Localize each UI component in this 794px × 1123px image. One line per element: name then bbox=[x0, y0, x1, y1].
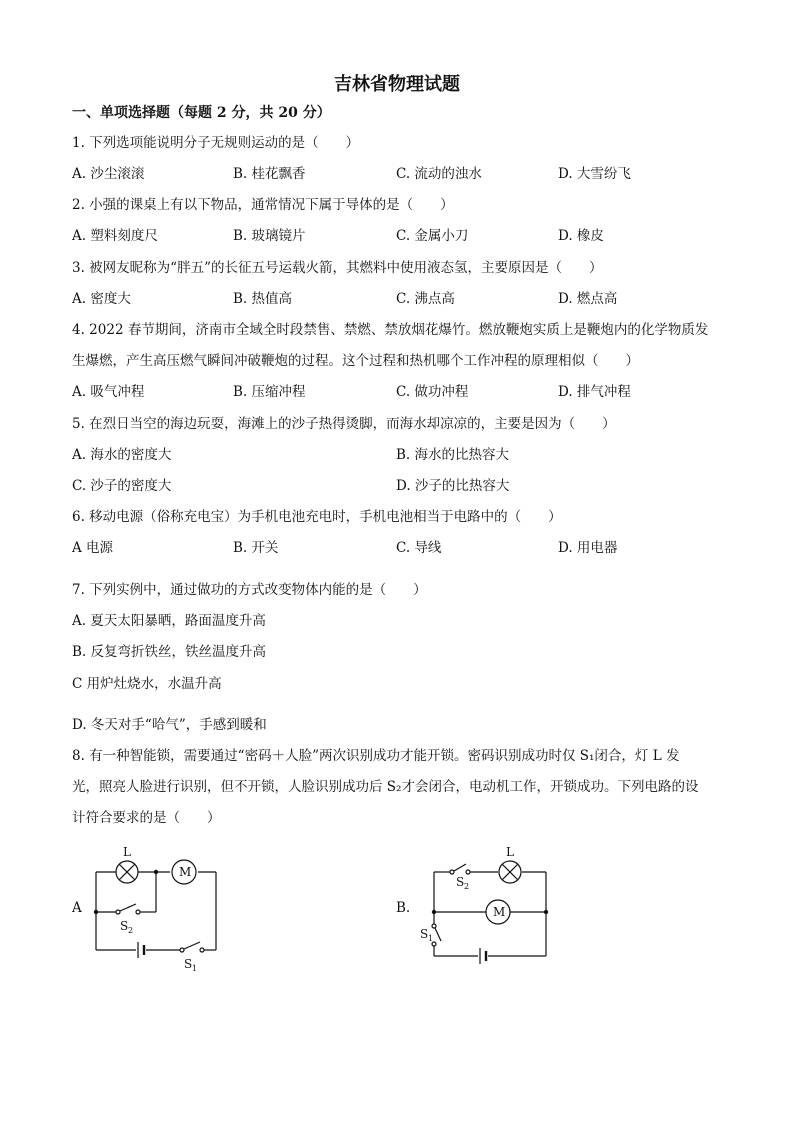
question-8-stem-line-3: 计符合要求的是（ ） bbox=[72, 810, 221, 826]
question-6-stem: 6. 移动电源（俗称充电宝）为手机电池充电时，手机电池相当于电路中的（ ） bbox=[72, 509, 562, 525]
q1-option-b[interactable]: B. 桂花飘香 bbox=[233, 166, 306, 182]
question-1-stem: 1. 下列选项能说明分子无规则运动的是（ ） bbox=[72, 135, 360, 151]
q6-option-a[interactable]: A 电源 bbox=[72, 540, 114, 556]
section-heading: 一、单项选择题（每题 2 分，共 20 分） bbox=[72, 105, 331, 121]
svg-text:2: 2 bbox=[464, 882, 470, 891]
q5-option-c[interactable]: C. 沙子的密度大 bbox=[72, 478, 172, 494]
q2-option-a[interactable]: A. 塑料刻度尺 bbox=[72, 228, 158, 244]
svg-text:M: M bbox=[493, 905, 506, 919]
q3-option-c[interactable]: C. 沸点高 bbox=[396, 291, 455, 307]
q1-option-d[interactable]: D. 大雪纷飞 bbox=[558, 166, 631, 182]
question-3-stem: 3. 被网友昵称为“胖五”的长征五号运载火箭，其燃料中使用液态氢，主要原因是（ ） bbox=[72, 260, 603, 276]
q4-option-c[interactable]: C. 做功冲程 bbox=[396, 384, 469, 400]
q8-option-b[interactable]: B. bbox=[396, 900, 411, 916]
svg-text:S: S bbox=[456, 875, 465, 889]
question-4-stem-line-1: 4. 2022 春节期间，济南市全域全时段禁售、禁燃、禁放烟花爆竹。燃放鞭炮实质上是鞭炮内的化学物质发 bbox=[72, 322, 709, 338]
circuit-diagram-b bbox=[420, 838, 566, 968]
svg-text:S: S bbox=[420, 927, 429, 941]
q3-option-b[interactable]: B. 热值高 bbox=[233, 291, 293, 307]
q1-option-a[interactable]: A. 沙尘滚滚 bbox=[72, 166, 145, 182]
q2-option-d[interactable]: D. 橡皮 bbox=[558, 228, 604, 244]
q6-option-d[interactable]: D. 用电器 bbox=[558, 540, 618, 556]
question-8-stem-line-1: 8. 有一种智能锁，需要通过“密码＋人脸”两次识别成功才能开锁。密码识别成功时仅 S₁闭合，灯 L 发 bbox=[72, 748, 680, 764]
svg-text:1: 1 bbox=[428, 934, 434, 943]
q6-option-c[interactable]: C. 导线 bbox=[396, 540, 442, 556]
q7-option-c[interactable]: C 用炉灶烧水，水温升高 bbox=[72, 676, 222, 692]
svg-text:2: 2 bbox=[128, 926, 134, 935]
q7-option-d[interactable]: D. 冬天对手“哈气”，手感到暖和 bbox=[72, 717, 267, 733]
lamp-symbol bbox=[116, 861, 138, 883]
q4-option-d[interactable]: D. 排气冲程 bbox=[558, 384, 631, 400]
q6-option-b[interactable]: B. 开关 bbox=[233, 540, 279, 556]
q4-option-a[interactable]: A. 吸气冲程 bbox=[72, 384, 145, 400]
q5-option-b[interactable]: B. 海水的比热容大 bbox=[396, 447, 510, 463]
circuit-diagram-a bbox=[88, 842, 228, 972]
q8-option-a[interactable]: A bbox=[72, 900, 82, 916]
q7-option-b[interactable]: B. 反复弯折铁丝，铁丝温度升高 bbox=[72, 644, 267, 660]
q2-option-b[interactable]: B. 玻璃镜片 bbox=[233, 228, 306, 244]
q5-option-a[interactable]: A. 海水的密度大 bbox=[72, 447, 172, 463]
q5-option-d[interactable]: D. 沙子的比热容大 bbox=[396, 478, 510, 494]
svg-text:L: L bbox=[506, 845, 514, 859]
motor-label: M bbox=[179, 865, 192, 879]
question-2-stem: 2. 小强的课桌上有以下物品，通常情况下属于导体的是（ ） bbox=[72, 197, 454, 213]
q1-option-c[interactable]: C. 流动的浊水 bbox=[396, 166, 482, 182]
q4-option-b[interactable]: B. 压缩冲程 bbox=[233, 384, 306, 400]
s2-label: S bbox=[120, 919, 129, 933]
lamp-label: L bbox=[123, 845, 131, 859]
page-title: 吉林省物理试题 bbox=[334, 74, 460, 95]
s1-label: S bbox=[184, 957, 193, 971]
q3-option-d[interactable]: D. 燃点高 bbox=[558, 291, 618, 307]
question-7-stem: 7. 下列实例中，通过做功的方式改变物体内能的是（ ） bbox=[72, 582, 427, 598]
q2-option-c[interactable]: C. 金属小刀 bbox=[396, 228, 469, 244]
question-4-stem-line-2: 生爆燃，产生高压燃气瞬间冲破鞭炮的过程。这个过程和热机哪个工作冲程的原理相似（ ） bbox=[72, 353, 639, 369]
question-5-stem: 5. 在烈日当空的海边玩耍，海滩上的沙子热得烫脚，而海水却凉凉的，主要是因为（ ） bbox=[72, 416, 616, 432]
question-8-stem-line-2: 光，照亮人脸进行识别，但不开锁，人脸识别成功后 S₂才会闭合，电动机工作，开锁成功。下列电路的设 bbox=[72, 779, 699, 795]
q7-option-a[interactable]: A. 夏天太阳暴晒，路面温度升高 bbox=[72, 613, 266, 629]
q3-option-a[interactable]: A. 密度大 bbox=[72, 291, 131, 307]
svg-text:1: 1 bbox=[192, 964, 198, 973]
